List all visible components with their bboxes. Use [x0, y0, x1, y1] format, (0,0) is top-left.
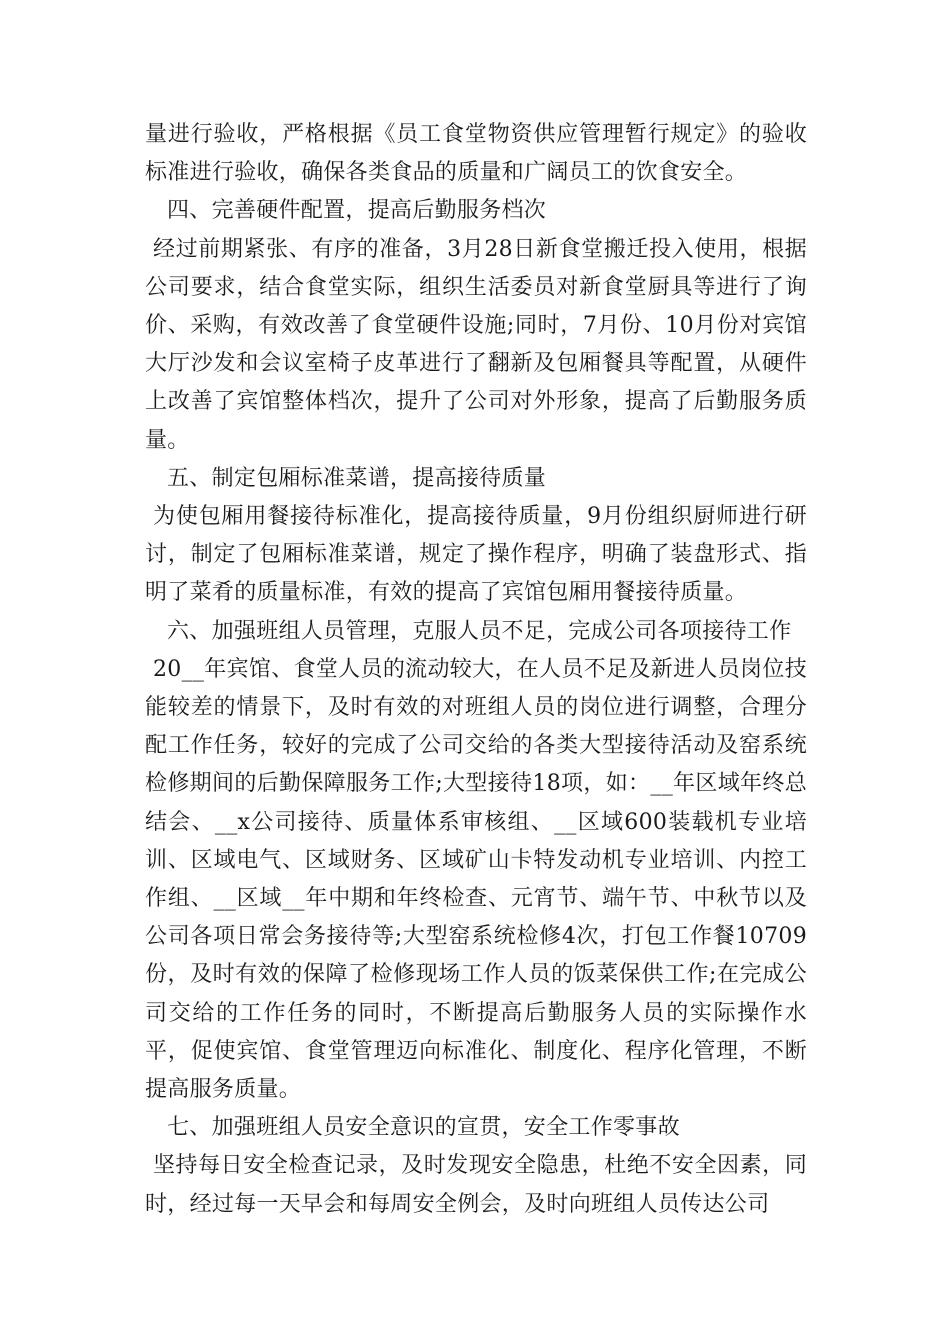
paragraph-menu: 为使包厢用餐接待标准化，提高接待质量，9月份组织厨师进行研讨，制定了包厢标准菜谱，规定了操作程序，明确了装盘形式、指明了菜肴的质量标准，有效的提高了宾馆包厢用餐接待质量。	[145, 504, 807, 606]
paragraph-food-inspection: 量进行验收，严格根据《员工食堂物资供应管理暂行规定》的验收标准进行验收，确保各类食品的质量和广阔员工的饮食安全。	[145, 122, 807, 186]
document-page	[145, 116, 807, 1224]
paragraph-hardware: 经过前期紧张、有序的准备，3月28日新食堂搬迁投入使用，根据公司要求，结合食堂实际，组织生活委员对新食堂厨具等进行了询价、采购，有效改善了食堂硬件设施;同时，7月份、10月份对宾馆大厅沙发和会议室椅子皮革进行了翻新及包厢餐具等配置，从硬件上改善了宾馆整体档次，提升了公司对外形象，提高了后勤服务质量。	[145, 236, 807, 453]
section-heading-safety: 七、加强班组人员安全意识的宣贯，安全工作零事故	[167, 1115, 680, 1141]
section-heading-menu: 五、制定包厢标准菜谱，提高接待质量	[167, 465, 547, 491]
paragraph-safety: 坚持每日安全检查记录，及时发现安全隐患，杜绝不安全因素，同时，经过每一天早会和每周安全例会，及时向班组人员传达公司	[145, 1153, 807, 1217]
paragraph-staff: 20__年宾馆、食堂人员的流动较大，在人员不足及新进人员岗位技能较差的情景下，及时有效的对班组人员的岗位进行调整，合理分配工作任务，较好的完成了公司交给的各类大型接待活动及窑系统检修期间的后勤保障服务工作;大型接待18项，如：__年区域年终总结会、__x公司接待、质量体系审核组、__区域600装载机专业培训、区域电气、区域财务、区域矿山卡特发动机专业培训、内控工作组、__区域__年中期和年终检查、元宵节、端午节、中秋节以及公司各项日常会务接待等;大型窑系统检修4次，打包工作餐10709份，及时有效的保障了检修现场工作人员的饭菜保供工作;在完成公司交给的工作任务的同时，不断提高后勤服务人员的实际操作水平，促使宾馆、食堂管理迈向标准化、制度化、程序化管理，不断提高服务质量。	[145, 656, 807, 1103]
section-heading-hardware: 四、完善硬件配置，提高后勤服务档次	[167, 198, 547, 224]
section-heading-staff: 六、加强班组人员管理，克服人员不足，完成公司各项接待工作	[167, 618, 792, 644]
